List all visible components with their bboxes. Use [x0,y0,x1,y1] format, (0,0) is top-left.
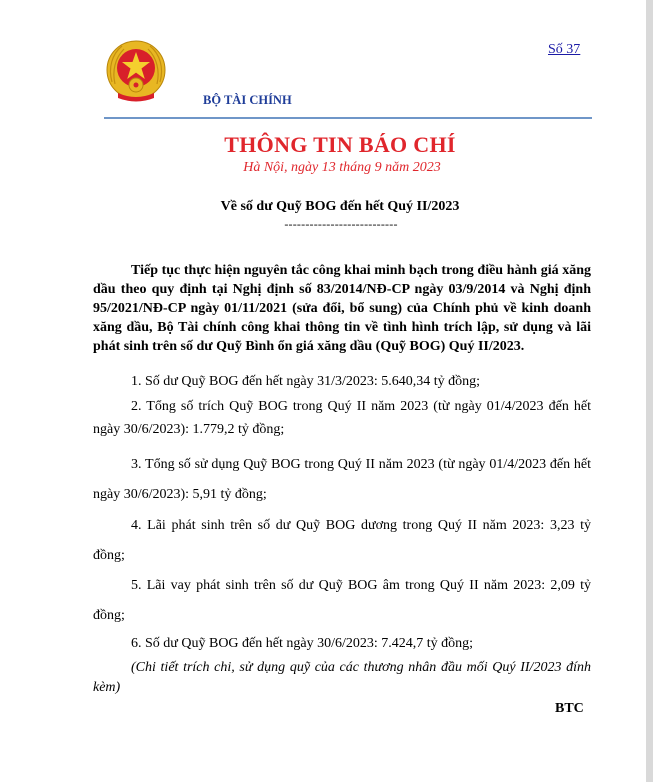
issuing-ministry: BỘ TÀI CHÍNH [203,93,292,107]
document-number-link[interactable]: Số 37 [548,42,581,57]
subject-separator: --------------------------- [284,217,398,231]
page-title: THÔNG TIN BÁO CHÍ [224,132,456,157]
list-item: 1. Số dư Quỹ BOG đến hết ngày 31/3/2023: 5.640,34 tỷ đồng; [131,374,481,389]
list-item: 4. Lãi phát sinh trên số dư Quỹ BOG dương trong Quý II năm 2023: 3,23 tỷ đồng; [93,518,591,563]
list-item: 6. Số dư Quỹ BOG đến hết ngày 30/6/2023: 7.424,7 tỷ đồng; [131,636,474,651]
dateline: Hà Nội, ngày 13 tháng 9 năm 2023 [243,160,441,175]
attachment-note: (Chi tiết trích chi, sử dụng quỹ của các thương nhân đầu mối Quý II/2023 đính kèm) [93,660,591,695]
header-divider [104,117,592,119]
list-item: 2. Tổng số trích Quỹ BOG trong Quý II năm 2023 (từ ngày 01/4/2023 đến hết ngày 30/6/2023): 1.779,2 tỷ đồng; [93,399,591,437]
intro-paragraph: Tiếp tục thực hiện nguyên tắc công khai minh bạch trong điều hành giá xăng dầu theo quy định tại Nghị định số 83/2014/NĐ-CP ngày 03/9/2014 và Nghị định 95/2021/NĐ-CP ngày 01/11/2021 (sửa đổi, bổ sung) của Chính phủ về kinh doanh xăng dầu, Bộ Tài chính công khai thông tin về tình hình trích lập, sử dụng và lãi phát sinh trên số dư Quỹ Bình ổn giá xăng dầu (Quỹ BOG) Quý II/2023. [93,263,591,354]
page-edge [646,0,653,782]
list-item: 5. Lãi vay phát sinh trên số dư Quỹ BOG âm trong Quý II năm 2023: 2,09 tỷ đồng; [93,578,591,623]
subject-line: Về số dư Quỹ BOG đến hết Quý II/2023 [220,199,460,214]
national-emblem-icon [104,38,168,104]
signature: BTC [555,701,584,716]
list-item: 3. Tổng số sử dụng Quỹ BOG trong Quý II năm 2023 (từ ngày 01/4/2023 đến hết ngày 30/6/2023): 5,91 tỷ đồng; [93,457,591,502]
